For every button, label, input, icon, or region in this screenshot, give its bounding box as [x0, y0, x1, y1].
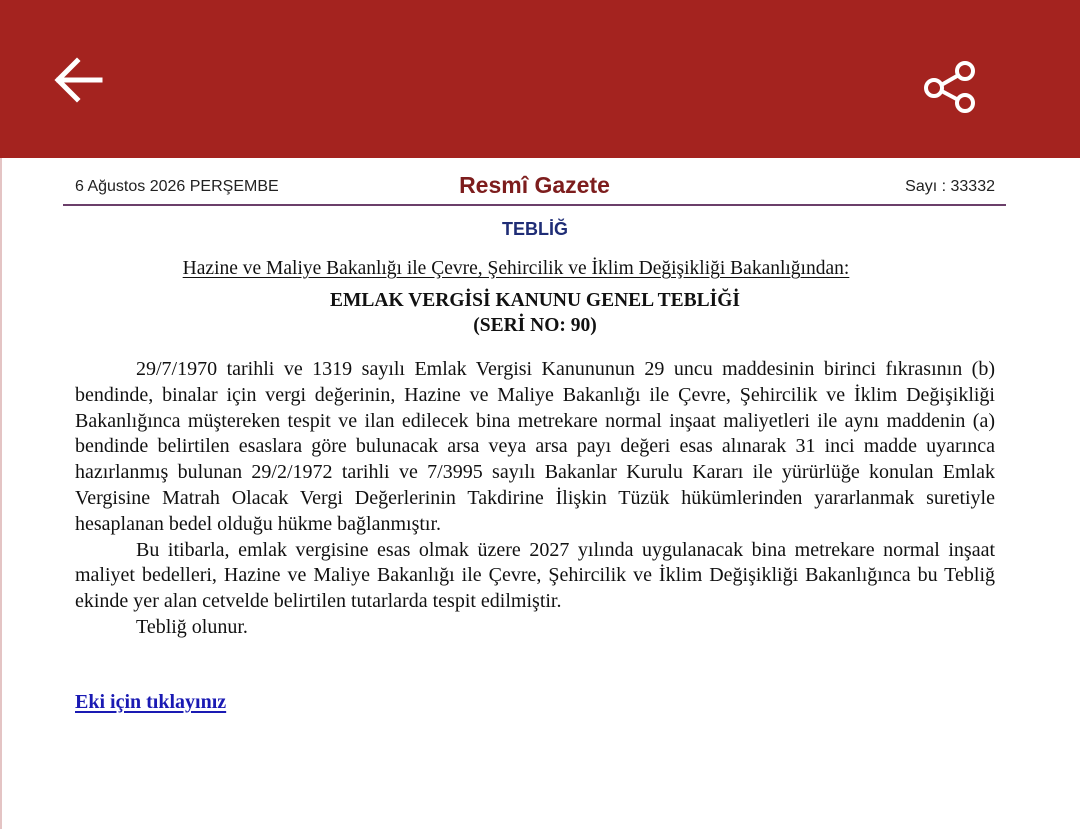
issue-number: Sayı : 33332 [905, 178, 995, 195]
body-paragraph: 29/7/1970 tarihli ve 1319 sayılı Emlak Vergisi Kanununun 29 uncu maddesinin birinci fıkrasının (b) bendinde, binalar için vergi değerinin, Hazine ve Maliye Bakanlığı ile Çevre, Şehircilik ve İklim Değişikliği Bakanlığınca müştereken tespit ve ilan edilecek bina metrekare normal inşaat maliyetleri ile aynı maddenin (a) bendinde belirtilen esaslara göre bulunacak arsa veya arsa payı değeri esas alınarak 31 inci madde uyarınca hazırlanmış bulunan 29/2/1972 tarihli ve 7/3995 sayılı Bakanlar Kurulu Kararı ile yürürlüğe konulan Emlak Vergisine Matrah Olacak Vergi Değerlerinin Takdirine İlişkin Tüzük hükümlerinden yararlanmak suretiyle hesaplanan bedel olduğu hükme bağlanmıştır. [75, 358, 995, 535]
issue-date: 6 Ağustos 2026 PERŞEMBE [75, 178, 279, 195]
issuer-line: Hazine ve Maliye Bakanlığı ile Çevre, Şehircilik ve İklim Değişikliği Bakanlığından: [182, 258, 850, 279]
body-paragraph: Tebliğ olunur. [136, 615, 248, 638]
annex-link[interactable]: Eki için tıklayınız [75, 691, 227, 713]
section-label: TEBLİĞ [502, 219, 568, 239]
document-title-line: EMLAK VERGİSİ KANUNU GENEL TEBLİĞİ [330, 290, 740, 311]
arrow-left-icon [40, 42, 120, 122]
document-title [0, 288, 1070, 338]
back-button[interactable] [40, 42, 120, 122]
document-body [75, 357, 995, 641]
gazette-title: Resmî Gazete [459, 172, 610, 198]
body-paragraph: Bu itibarla, emlak vergisine esas olmak üzere 2027 yılında uygulanacak bina metrekare normal inşaat maliyet bedelleri, Hazine ve Maliye Bakanlığı ile Çevre, Şehircilik ve İklim Değişikliği Bakanlığınca bu Tebliğ ekinde yer alan cetvelde belirtilen tutarlarda tespit edilmiştir. [75, 538, 995, 613]
gazette-header [63, 168, 1006, 206]
document-series-number: (SERİ NO: 90) [473, 315, 597, 336]
share-icon [910, 46, 990, 126]
app-bar [0, 0, 1080, 158]
share-button[interactable] [910, 46, 990, 126]
